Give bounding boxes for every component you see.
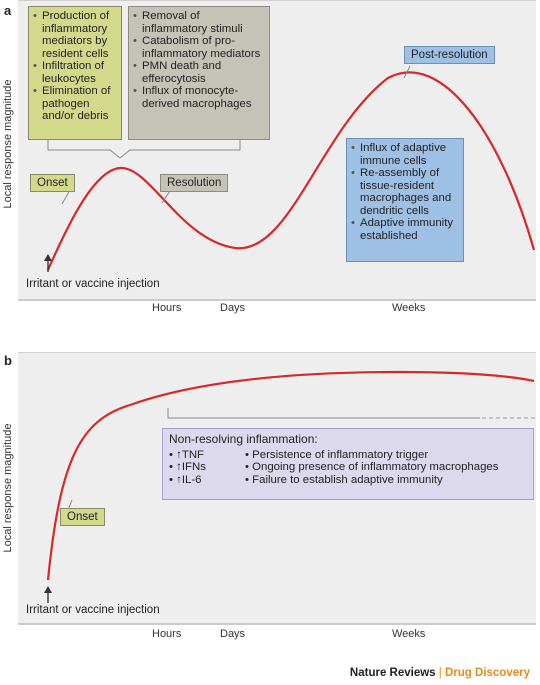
feature-text: Failure to establish adaptive immunity (252, 473, 443, 486)
non-resolving-title: Non-resolving inflammation: (169, 432, 318, 446)
onset-mechanism-item: • Elimination of pathogen and/or debris (33, 85, 117, 123)
x-tick-days-a: Days (220, 302, 246, 314)
x-tick-days-b: Days (220, 628, 246, 640)
onset-mechanism-item: • Infiltration of leukocytes (33, 60, 117, 85)
trigger-label-a: Irritant or vaccine injection (26, 278, 160, 290)
onset-mechanisms-list (33, 10, 117, 123)
trigger-label-b: Irritant or vaccine injection (26, 604, 160, 616)
resolution-mechanisms-box (128, 6, 270, 140)
onset-tag-a: Onset (30, 174, 75, 192)
non-resolving-columns (169, 449, 527, 487)
resolution-mechanisms-list (133, 10, 265, 110)
cytokine-item: • ↑IL-6 (169, 473, 202, 486)
non-resolving-bracket (168, 408, 480, 418)
resolution-mechanism-item: • PMN death and efferocytosis (133, 60, 265, 85)
feature-text: Ongoing presence of inflammatory macrophages (252, 461, 499, 473)
cytokine-name: IFNs (181, 461, 206, 473)
resolution-tag: Resolution (160, 174, 228, 192)
adaptive-mechanisms-list (351, 142, 459, 242)
panel-a-label: a (4, 3, 12, 18)
cytokine-item: • ↑IFNs (169, 461, 206, 473)
adaptive-mechanism-item: • Re-assembly of tissue-resident macrophages and dendritic cells (351, 167, 459, 217)
cytokine-name: IL-6 (181, 473, 202, 486)
x-tick-hours-b: Hours (152, 628, 182, 640)
cytokine-item: • ↑TNF (169, 448, 205, 461)
onset-mechanisms-box (28, 6, 122, 140)
cytokine-name: TNF (181, 448, 205, 461)
onset-tag-b: Onset (60, 508, 105, 526)
panel-b-label: b (4, 353, 12, 368)
adaptive-mechanisms-box (346, 138, 464, 262)
feature-item: • Failure to establish adaptive immunity (245, 473, 443, 486)
x-tick-weeks-a: Weeks (392, 302, 426, 314)
adaptive-mechanism-item: • Influx of adaptive immune cells (351, 142, 459, 167)
x-tick-hours-a: Hours (152, 302, 182, 314)
non-resolving-box (162, 428, 534, 500)
panel-a-ylabel: Local response magnitude (2, 79, 14, 209)
onset-bracket (48, 140, 240, 158)
journal-name: Nature Reviews (349, 667, 436, 679)
onset-mechanism-item: • Production of inflammatory mediators by resident cells (33, 10, 117, 60)
trigger-arrowhead-b (44, 586, 52, 593)
trigger-arrowhead-a (44, 254, 52, 261)
resolution-mechanism-item: • Removal of inflammatory stimuli (133, 10, 265, 35)
journal-section: Drug Discovery (444, 667, 530, 679)
adaptive-mechanism-item: • Adaptive immunity established (351, 217, 459, 242)
onset-pointer (62, 190, 70, 204)
resolution-mechanism-item: • Influx of monocyte-derived macrophages (133, 85, 265, 110)
feature-text: Persistence of inflammatory trigger (252, 448, 429, 461)
feature-column (245, 449, 498, 487)
panel-b-ylabel: Local response magnitude (2, 423, 14, 553)
feature-item: • Persistence of inflammatory trigger (245, 448, 429, 461)
resolution-mechanism-item: • Catabolism of pro-inflammatory mediators (133, 35, 265, 60)
footer-credit (350, 667, 530, 679)
feature-item: • Ongoing presence of inflammatory macrophages (245, 461, 499, 473)
footer-separator: | (438, 667, 442, 679)
post-resolution-tag: Post-resolution (404, 46, 495, 64)
cytokine-column (169, 449, 235, 487)
x-tick-weeks-b: Weeks (392, 628, 426, 640)
